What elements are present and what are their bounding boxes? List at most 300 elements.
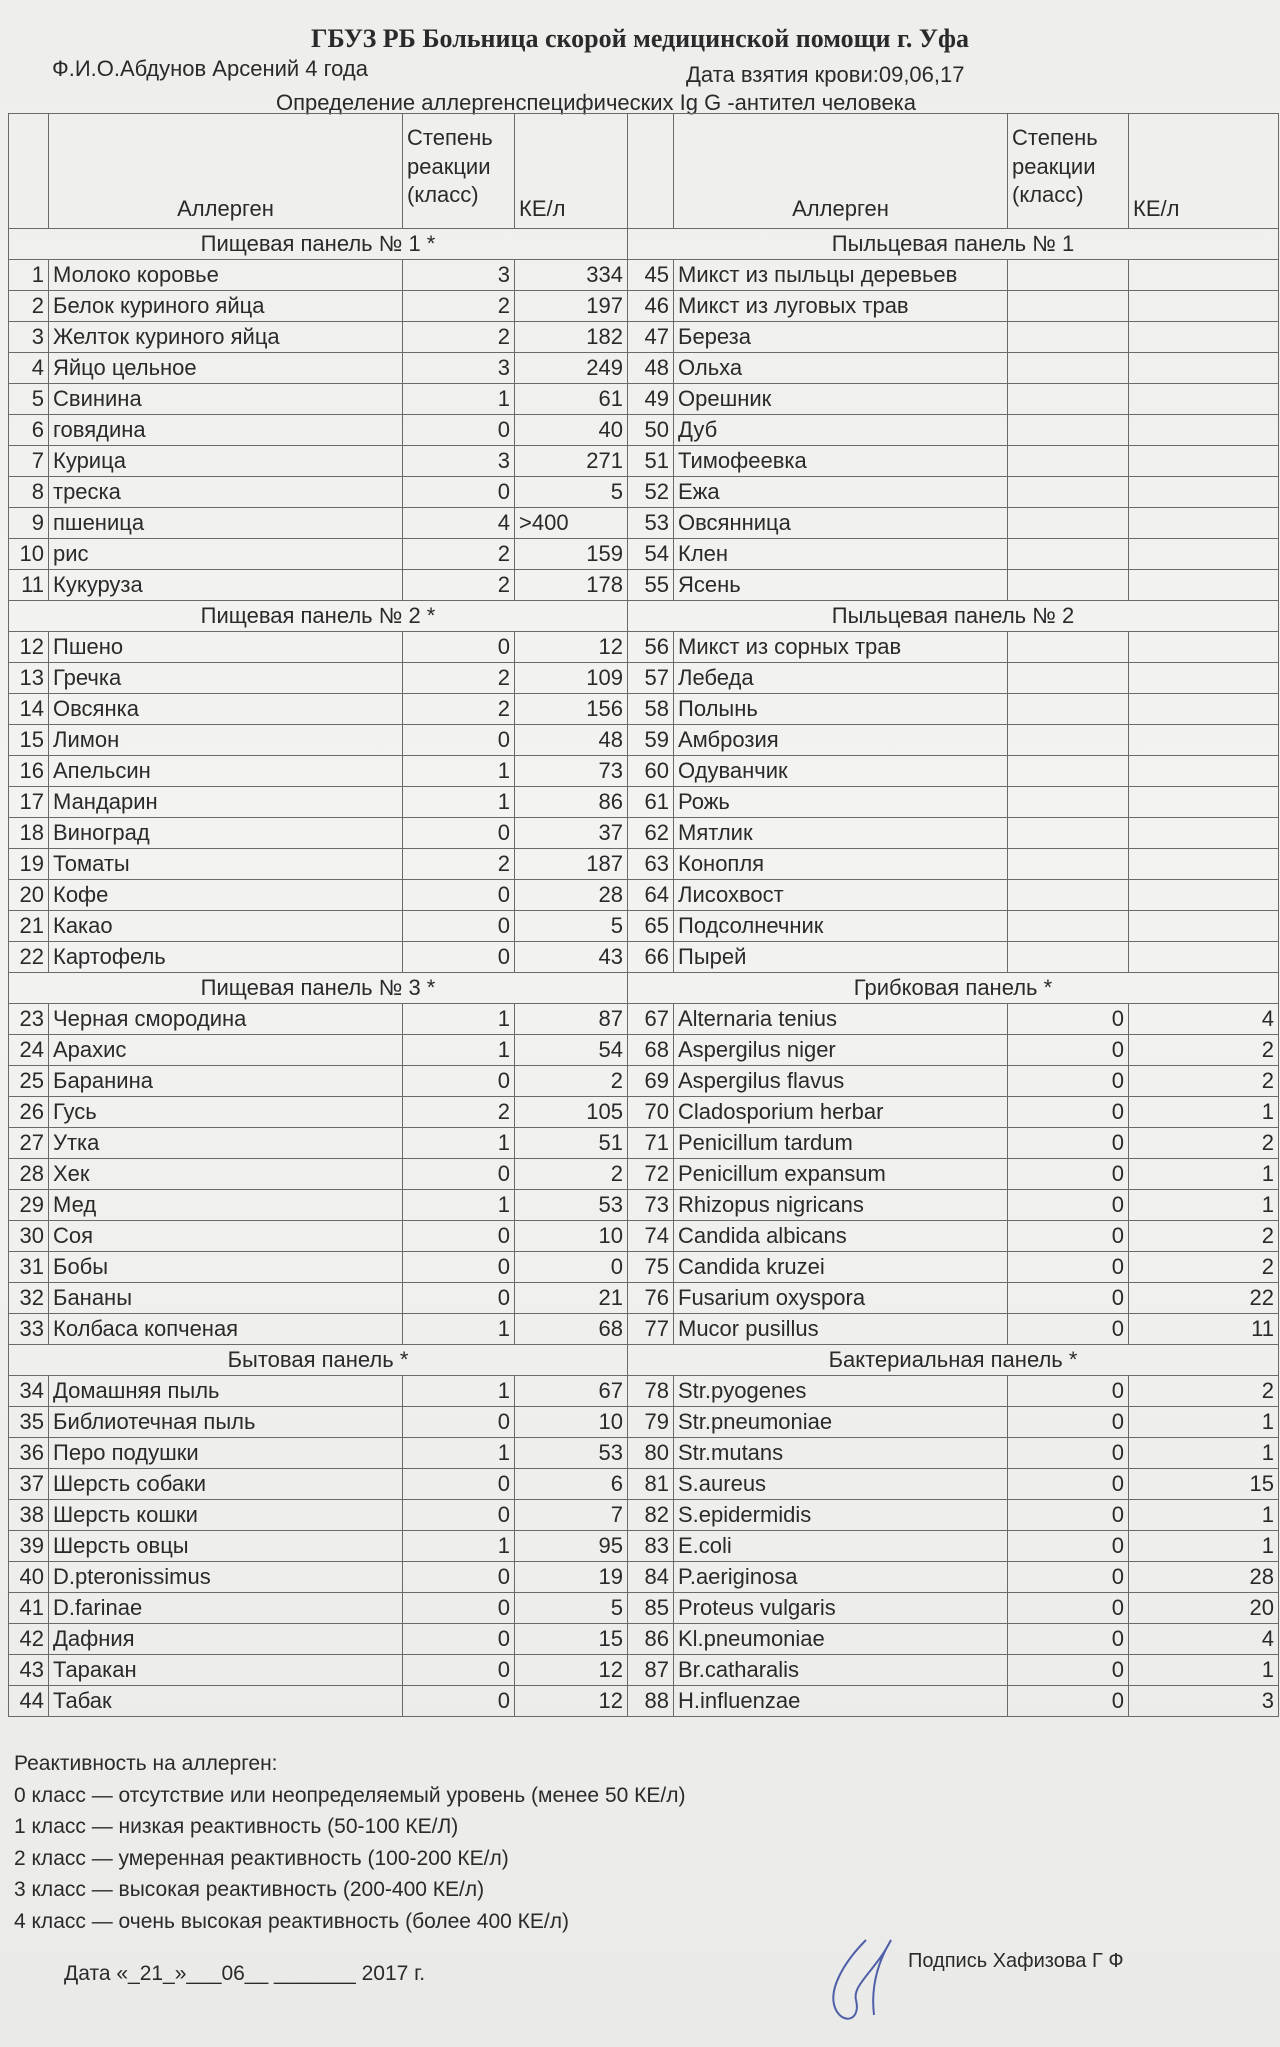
- allergen-name: Молоко коровье: [49, 260, 403, 291]
- reaction-class: 0: [1008, 1128, 1129, 1159]
- row-number: 50: [628, 415, 674, 446]
- allergen-name: Одуванчик: [674, 756, 1008, 787]
- table-row: [9, 1159, 1279, 1190]
- allergen-name: Амброзия: [674, 725, 1008, 756]
- row-number: 39: [9, 1531, 49, 1562]
- antibody-value: 2: [515, 1066, 628, 1097]
- row-number: 80: [628, 1438, 674, 1469]
- row-number: 6: [9, 415, 49, 446]
- table-row: [9, 415, 1279, 446]
- reaction-class: 0: [403, 477, 515, 508]
- antibody-value: 1: [1129, 1531, 1279, 1562]
- reaction-class: 2: [403, 291, 515, 322]
- allergen-name: Белок куриного яйца: [49, 291, 403, 322]
- legend-item: 3 класс — высокая реактивность (200-400 КЕ/л): [14, 1878, 485, 1901]
- row-number: 20: [9, 880, 49, 911]
- allergen-name: Лебеда: [674, 663, 1008, 694]
- panel-header-row: [9, 1345, 1279, 1376]
- allergen-name: Мандарин: [49, 787, 403, 818]
- row-number: 8: [9, 477, 49, 508]
- row-number: 52: [628, 477, 674, 508]
- row-number: 60: [628, 756, 674, 787]
- allergen-name: Арахис: [49, 1035, 403, 1066]
- antibody-value: 5: [515, 911, 628, 942]
- reactivity-legend: [14, 1748, 685, 1937]
- reaction-class: 0: [403, 1066, 515, 1097]
- antibody-value: 67: [515, 1376, 628, 1407]
- allergen-name: Тимофеевка: [674, 446, 1008, 477]
- reaction-class: 0: [403, 1221, 515, 1252]
- antibody-value: [1129, 291, 1279, 322]
- legend-item: 2 класс — умеренная реактивность (100-200 КЕ/л): [14, 1846, 509, 1870]
- allergen-name: Мятлик: [674, 818, 1008, 849]
- allergen-name: Дуб: [674, 415, 1008, 446]
- row-number: 29: [9, 1190, 49, 1221]
- allergen-name: Соя: [49, 1221, 403, 1252]
- reaction-class: 1: [403, 1128, 515, 1159]
- antibody-value: 2: [1129, 1221, 1279, 1252]
- table-row: [9, 384, 1279, 415]
- antibody-value: 15: [515, 1624, 628, 1655]
- antibody-value: 10: [515, 1407, 628, 1438]
- reaction-class: 0: [403, 1283, 515, 1314]
- allergen-name: Домашняя пыль: [49, 1376, 403, 1407]
- antibody-value: 20: [1129, 1593, 1279, 1624]
- reaction-class: 0: [1008, 1004, 1129, 1035]
- row-number: 59: [628, 725, 674, 756]
- antibody-value: 12: [515, 632, 628, 663]
- table-row: [9, 849, 1279, 880]
- reaction-class: 0: [403, 1655, 515, 1686]
- antibody-value: 2: [1129, 1376, 1279, 1407]
- antibody-value: 156: [515, 694, 628, 725]
- allergen-name: S.aureus: [674, 1469, 1008, 1500]
- table-row: [9, 1562, 1279, 1593]
- row-number: 7: [9, 446, 49, 477]
- allergen-name: Утка: [49, 1128, 403, 1159]
- reaction-class: 0: [1008, 1531, 1129, 1562]
- antibody-value: [1129, 446, 1279, 477]
- antibody-value: 334: [515, 260, 628, 291]
- allergen-name: Fusarium oxyspora: [674, 1283, 1008, 1314]
- reaction-class: 0: [1008, 1190, 1129, 1221]
- reaction-class: 0: [403, 1159, 515, 1190]
- reaction-class: 0: [403, 415, 515, 446]
- reaction-class: [1008, 291, 1129, 322]
- table-row: [9, 663, 1279, 694]
- reaction-class: [1008, 384, 1129, 415]
- row-number: 44: [9, 1686, 49, 1717]
- reaction-class: 2: [403, 663, 515, 694]
- allergen-name: Микст из сорных трав: [674, 632, 1008, 663]
- antibody-value: [1129, 353, 1279, 384]
- row-number: 38: [9, 1500, 49, 1531]
- antibody-value: 87: [515, 1004, 628, 1035]
- header-unit-right: КЕ/л: [1129, 114, 1279, 229]
- reaction-class: 2: [403, 322, 515, 353]
- reaction-class: 1: [403, 384, 515, 415]
- table-row: [9, 1221, 1279, 1252]
- reaction-class: [1008, 508, 1129, 539]
- row-number: 32: [9, 1283, 49, 1314]
- blood-sample-date: Дата взятия крови:09,06,17: [686, 62, 965, 87]
- reaction-class: 1: [403, 1314, 515, 1345]
- allergen-name: Апельсин: [49, 756, 403, 787]
- allergen-name: Овсянница: [674, 508, 1008, 539]
- antibody-value: [1129, 756, 1279, 787]
- allergen-name: Картофель: [49, 942, 403, 973]
- antibody-value: 105: [515, 1097, 628, 1128]
- reaction-class: 0: [1008, 1035, 1129, 1066]
- row-number: 43: [9, 1655, 49, 1686]
- antibody-value: 54: [515, 1035, 628, 1066]
- antibody-value: 73: [515, 756, 628, 787]
- reaction-class: [1008, 787, 1129, 818]
- row-number: 25: [9, 1066, 49, 1097]
- antibody-value: 4: [1129, 1624, 1279, 1655]
- row-number: 22: [9, 942, 49, 973]
- antibody-value: 12: [515, 1686, 628, 1717]
- allergen-name: Подсолнечник: [674, 911, 1008, 942]
- row-number: 5: [9, 384, 49, 415]
- allergen-table: [8, 113, 1279, 1717]
- row-number: 74: [628, 1221, 674, 1252]
- antibody-value: 51: [515, 1128, 628, 1159]
- antibody-value: [1129, 787, 1279, 818]
- allergen-name: Penicillum tardum: [674, 1128, 1008, 1159]
- row-number: 71: [628, 1128, 674, 1159]
- allergen-name: Ольха: [674, 353, 1008, 384]
- antibody-value: 53: [515, 1438, 628, 1469]
- allergen-name: Proteus vulgaris: [674, 1593, 1008, 1624]
- allergen-name: Табак: [49, 1686, 403, 1717]
- legend-item: 1 класс — низкая реактивность (50-100 КЕ/Л): [14, 1815, 459, 1838]
- antibody-value: 4: [1129, 1004, 1279, 1035]
- antibody-value: 10: [515, 1221, 628, 1252]
- table-row: [9, 1252, 1279, 1283]
- table-row: [9, 1035, 1279, 1066]
- row-number: 57: [628, 663, 674, 694]
- row-number: 64: [628, 880, 674, 911]
- reaction-class: 2: [403, 849, 515, 880]
- allergen-name: Овсянка: [49, 694, 403, 725]
- reaction-class: 0: [1008, 1221, 1129, 1252]
- row-number: 1: [9, 260, 49, 291]
- row-number: 56: [628, 632, 674, 663]
- antibody-value: 2: [515, 1159, 628, 1190]
- reaction-class: 1: [403, 1190, 515, 1221]
- row-number: 3: [9, 322, 49, 353]
- allergen-name: Хек: [49, 1159, 403, 1190]
- allergen-name: Шерсть собаки: [49, 1469, 403, 1500]
- row-number: 42: [9, 1624, 49, 1655]
- allergen-name: Микст из луговых трав: [674, 291, 1008, 322]
- row-number: 70: [628, 1097, 674, 1128]
- allergen-name: Aspergilus flavus: [674, 1066, 1008, 1097]
- antibody-value: 0: [515, 1252, 628, 1283]
- reaction-class: 1: [403, 1035, 515, 1066]
- allergen-name: Свинина: [49, 384, 403, 415]
- allergen-name: Баранина: [49, 1066, 403, 1097]
- antibody-value: 19: [515, 1562, 628, 1593]
- allergen-name: Библиотечная пыль: [49, 1407, 403, 1438]
- antibody-value: 48: [515, 725, 628, 756]
- allergen-name: Br.catharalis: [674, 1655, 1008, 1686]
- table-row: [9, 1438, 1279, 1469]
- allergen-name: Мед: [49, 1190, 403, 1221]
- allergen-name: Alternaria tenius: [674, 1004, 1008, 1035]
- row-number: 27: [9, 1128, 49, 1159]
- row-number: 83: [628, 1531, 674, 1562]
- report-date: Дата «_21_»___06__ _______ 2017 г.: [64, 1962, 426, 1985]
- row-number: 31: [9, 1252, 49, 1283]
- header-allergen-left: Аллерген: [49, 114, 403, 229]
- row-number: 49: [628, 384, 674, 415]
- row-number: 84: [628, 1562, 674, 1593]
- reaction-class: 3: [403, 446, 515, 477]
- antibody-value: 61: [515, 384, 628, 415]
- reaction-class: 1: [403, 1531, 515, 1562]
- allergen-name: Ежа: [674, 477, 1008, 508]
- row-number: 28: [9, 1159, 49, 1190]
- table-row: [9, 1624, 1279, 1655]
- allergen-name: Ясень: [674, 570, 1008, 601]
- reaction-class: [1008, 322, 1129, 353]
- header-allergen-right: Аллерген: [674, 114, 1008, 229]
- antibody-value: [1129, 663, 1279, 694]
- allergen-name: Черная смородина: [49, 1004, 403, 1035]
- allergen-name: Полынь: [674, 694, 1008, 725]
- antibody-value: 53: [515, 1190, 628, 1221]
- antibody-value: 271: [515, 446, 628, 477]
- reaction-class: [1008, 880, 1129, 911]
- table-row: [9, 1655, 1279, 1686]
- allergen-name: Kl.pneumoniae: [674, 1624, 1008, 1655]
- table-row: [9, 322, 1279, 353]
- table-row: [9, 1066, 1279, 1097]
- reaction-class: 2: [403, 694, 515, 725]
- reaction-class: [1008, 353, 1129, 384]
- antibody-value: [1129, 384, 1279, 415]
- table-row: [9, 1314, 1279, 1345]
- antibody-value: 12: [515, 1655, 628, 1686]
- table-row: [9, 911, 1279, 942]
- antibody-value: 28: [515, 880, 628, 911]
- allergen-name: Mucor pusillus: [674, 1314, 1008, 1345]
- reaction-class: 0: [403, 632, 515, 663]
- allergen-name: Str.pneumoniae: [674, 1407, 1008, 1438]
- row-number: 73: [628, 1190, 674, 1221]
- header-number-cell-right: [628, 114, 674, 229]
- row-number: 53: [628, 508, 674, 539]
- allergen-name: Курица: [49, 446, 403, 477]
- table-row: [9, 1376, 1279, 1407]
- antibody-value: 1: [1129, 1159, 1279, 1190]
- reaction-class: [1008, 694, 1129, 725]
- table-row: [9, 1097, 1279, 1128]
- table-row: [9, 694, 1279, 725]
- reaction-class: 0: [1008, 1593, 1129, 1624]
- antibody-value: 1: [1129, 1407, 1279, 1438]
- row-number: 18: [9, 818, 49, 849]
- antibody-value: 3: [1129, 1686, 1279, 1717]
- row-number: 82: [628, 1500, 674, 1531]
- row-number: 46: [628, 291, 674, 322]
- antibody-value: 109: [515, 663, 628, 694]
- allergen-name: D.pteronissimus: [49, 1562, 403, 1593]
- header-number-cell: [9, 114, 49, 229]
- reaction-class: [1008, 663, 1129, 694]
- antibody-value: [1129, 942, 1279, 973]
- row-number: 45: [628, 260, 674, 291]
- allergen-name: Орешник: [674, 384, 1008, 415]
- reaction-class: 1: [403, 1004, 515, 1035]
- row-number: 68: [628, 1035, 674, 1066]
- allergen-name: Яйцо цельное: [49, 353, 403, 384]
- antibody-value: 2: [1129, 1128, 1279, 1159]
- allergen-name: Гусь: [49, 1097, 403, 1128]
- reaction-class: 1: [403, 1376, 515, 1407]
- row-number: 85: [628, 1593, 674, 1624]
- antibody-value: [1129, 508, 1279, 539]
- allergen-name: Шерсть овцы: [49, 1531, 403, 1562]
- reaction-class: 0: [1008, 1469, 1129, 1500]
- handwritten-signature-icon: [816, 1930, 906, 2030]
- antibody-value: 95: [515, 1531, 628, 1562]
- table-row: [9, 1004, 1279, 1035]
- antibody-value: 1: [1129, 1500, 1279, 1531]
- antibody-value: 21: [515, 1283, 628, 1314]
- row-number: 76: [628, 1283, 674, 1314]
- reaction-class: [1008, 942, 1129, 973]
- reaction-class: 2: [403, 1097, 515, 1128]
- table-header: [9, 114, 1279, 229]
- reaction-class: 0: [1008, 1500, 1129, 1531]
- row-number: 75: [628, 1252, 674, 1283]
- antibody-value: [1129, 818, 1279, 849]
- row-number: 41: [9, 1593, 49, 1624]
- table-row: [9, 725, 1279, 756]
- antibody-value: [1129, 725, 1279, 756]
- row-number: 36: [9, 1438, 49, 1469]
- row-number: 11: [9, 570, 49, 601]
- reaction-class: 0: [403, 1469, 515, 1500]
- row-number: 35: [9, 1407, 49, 1438]
- reaction-class: 0: [403, 725, 515, 756]
- reaction-class: 0: [403, 1407, 515, 1438]
- allergen-name: Бобы: [49, 1252, 403, 1283]
- antibody-value: [1129, 849, 1279, 880]
- row-number: 30: [9, 1221, 49, 1252]
- allergen-name: Таракан: [49, 1655, 403, 1686]
- row-number: 48: [628, 353, 674, 384]
- antibody-value: 1: [1129, 1097, 1279, 1128]
- allergen-name: Cladosporium herbar: [674, 1097, 1008, 1128]
- allergen-name: S.epidermidis: [674, 1500, 1008, 1531]
- row-number: 33: [9, 1314, 49, 1345]
- antibody-value: 197: [515, 291, 628, 322]
- table-row: [9, 353, 1279, 384]
- row-number: 69: [628, 1066, 674, 1097]
- allergen-name: Aspergilus niger: [674, 1035, 1008, 1066]
- reaction-class: 0: [1008, 1066, 1129, 1097]
- antibody-value: [1129, 570, 1279, 601]
- antibody-value: 7: [515, 1500, 628, 1531]
- row-number: 62: [628, 818, 674, 849]
- panel-header-row: [9, 229, 1279, 260]
- row-number: 67: [628, 1004, 674, 1035]
- reaction-class: [1008, 725, 1129, 756]
- patient-name: Ф.И.О.Абдунов Арсений 4 года: [52, 56, 368, 81]
- row-number: 21: [9, 911, 49, 942]
- reaction-class: 1: [403, 1438, 515, 1469]
- table-row: [9, 632, 1279, 663]
- row-number: 16: [9, 756, 49, 787]
- reaction-class: 0: [1008, 1159, 1129, 1190]
- row-number: 9: [9, 508, 49, 539]
- allergen-name: пшеница: [49, 508, 403, 539]
- table-row: [9, 260, 1279, 291]
- reaction-class: [1008, 849, 1129, 880]
- legend-item: 4 класс — очень высокая реактивность (более 400 КЕ/л): [14, 1909, 569, 1933]
- reaction-class: 4: [403, 508, 515, 539]
- reaction-class: 0: [1008, 1376, 1129, 1407]
- row-number: 19: [9, 849, 49, 880]
- row-number: 86: [628, 1624, 674, 1655]
- row-number: 65: [628, 911, 674, 942]
- hospital-title: ГБУЗ РБ Больница скорой медицинской помощи г. Уфа: [311, 24, 969, 53]
- panel-title-right: Грибковая панель *: [628, 973, 1279, 1004]
- antibody-value: 178: [515, 570, 628, 601]
- allergen-name: Томаты: [49, 849, 403, 880]
- table-row: [9, 1469, 1279, 1500]
- antibody-value: 22: [1129, 1283, 1279, 1314]
- reaction-class: 0: [403, 911, 515, 942]
- panel-title-right: Пыльцевая панель № 1: [628, 229, 1279, 260]
- row-number: 37: [9, 1469, 49, 1500]
- row-number: 51: [628, 446, 674, 477]
- antibody-value: 68: [515, 1314, 628, 1345]
- row-number: 40: [9, 1562, 49, 1593]
- panel-title-left: Бытовая панель *: [9, 1345, 628, 1376]
- antibody-value: 1: [1129, 1438, 1279, 1469]
- allergen-name: Конопля: [674, 849, 1008, 880]
- reaction-class: 0: [403, 942, 515, 973]
- antibody-value: [1129, 477, 1279, 508]
- table-row: [9, 818, 1279, 849]
- reaction-class: 0: [1008, 1438, 1129, 1469]
- row-number: 58: [628, 694, 674, 725]
- allergen-name: Str.mutans: [674, 1438, 1008, 1469]
- reaction-class: 0: [1008, 1624, 1129, 1655]
- reaction-class: [1008, 756, 1129, 787]
- panel-title-right: Бактериальная панель *: [628, 1345, 1279, 1376]
- reaction-class: 0: [1008, 1407, 1129, 1438]
- table-row: [9, 1190, 1279, 1221]
- allergen-name: Микст из пыльцы деревьев: [674, 260, 1008, 291]
- row-number: 81: [628, 1469, 674, 1500]
- row-number: 12: [9, 632, 49, 663]
- reaction-class: 1: [403, 756, 515, 787]
- antibody-value: [1129, 632, 1279, 663]
- table-row: [9, 508, 1279, 539]
- table-row: [9, 1531, 1279, 1562]
- reaction-class: [1008, 260, 1129, 291]
- antibody-value: 182: [515, 322, 628, 353]
- row-number: 14: [9, 694, 49, 725]
- table-row: [9, 756, 1279, 787]
- allergen-name: Кофе: [49, 880, 403, 911]
